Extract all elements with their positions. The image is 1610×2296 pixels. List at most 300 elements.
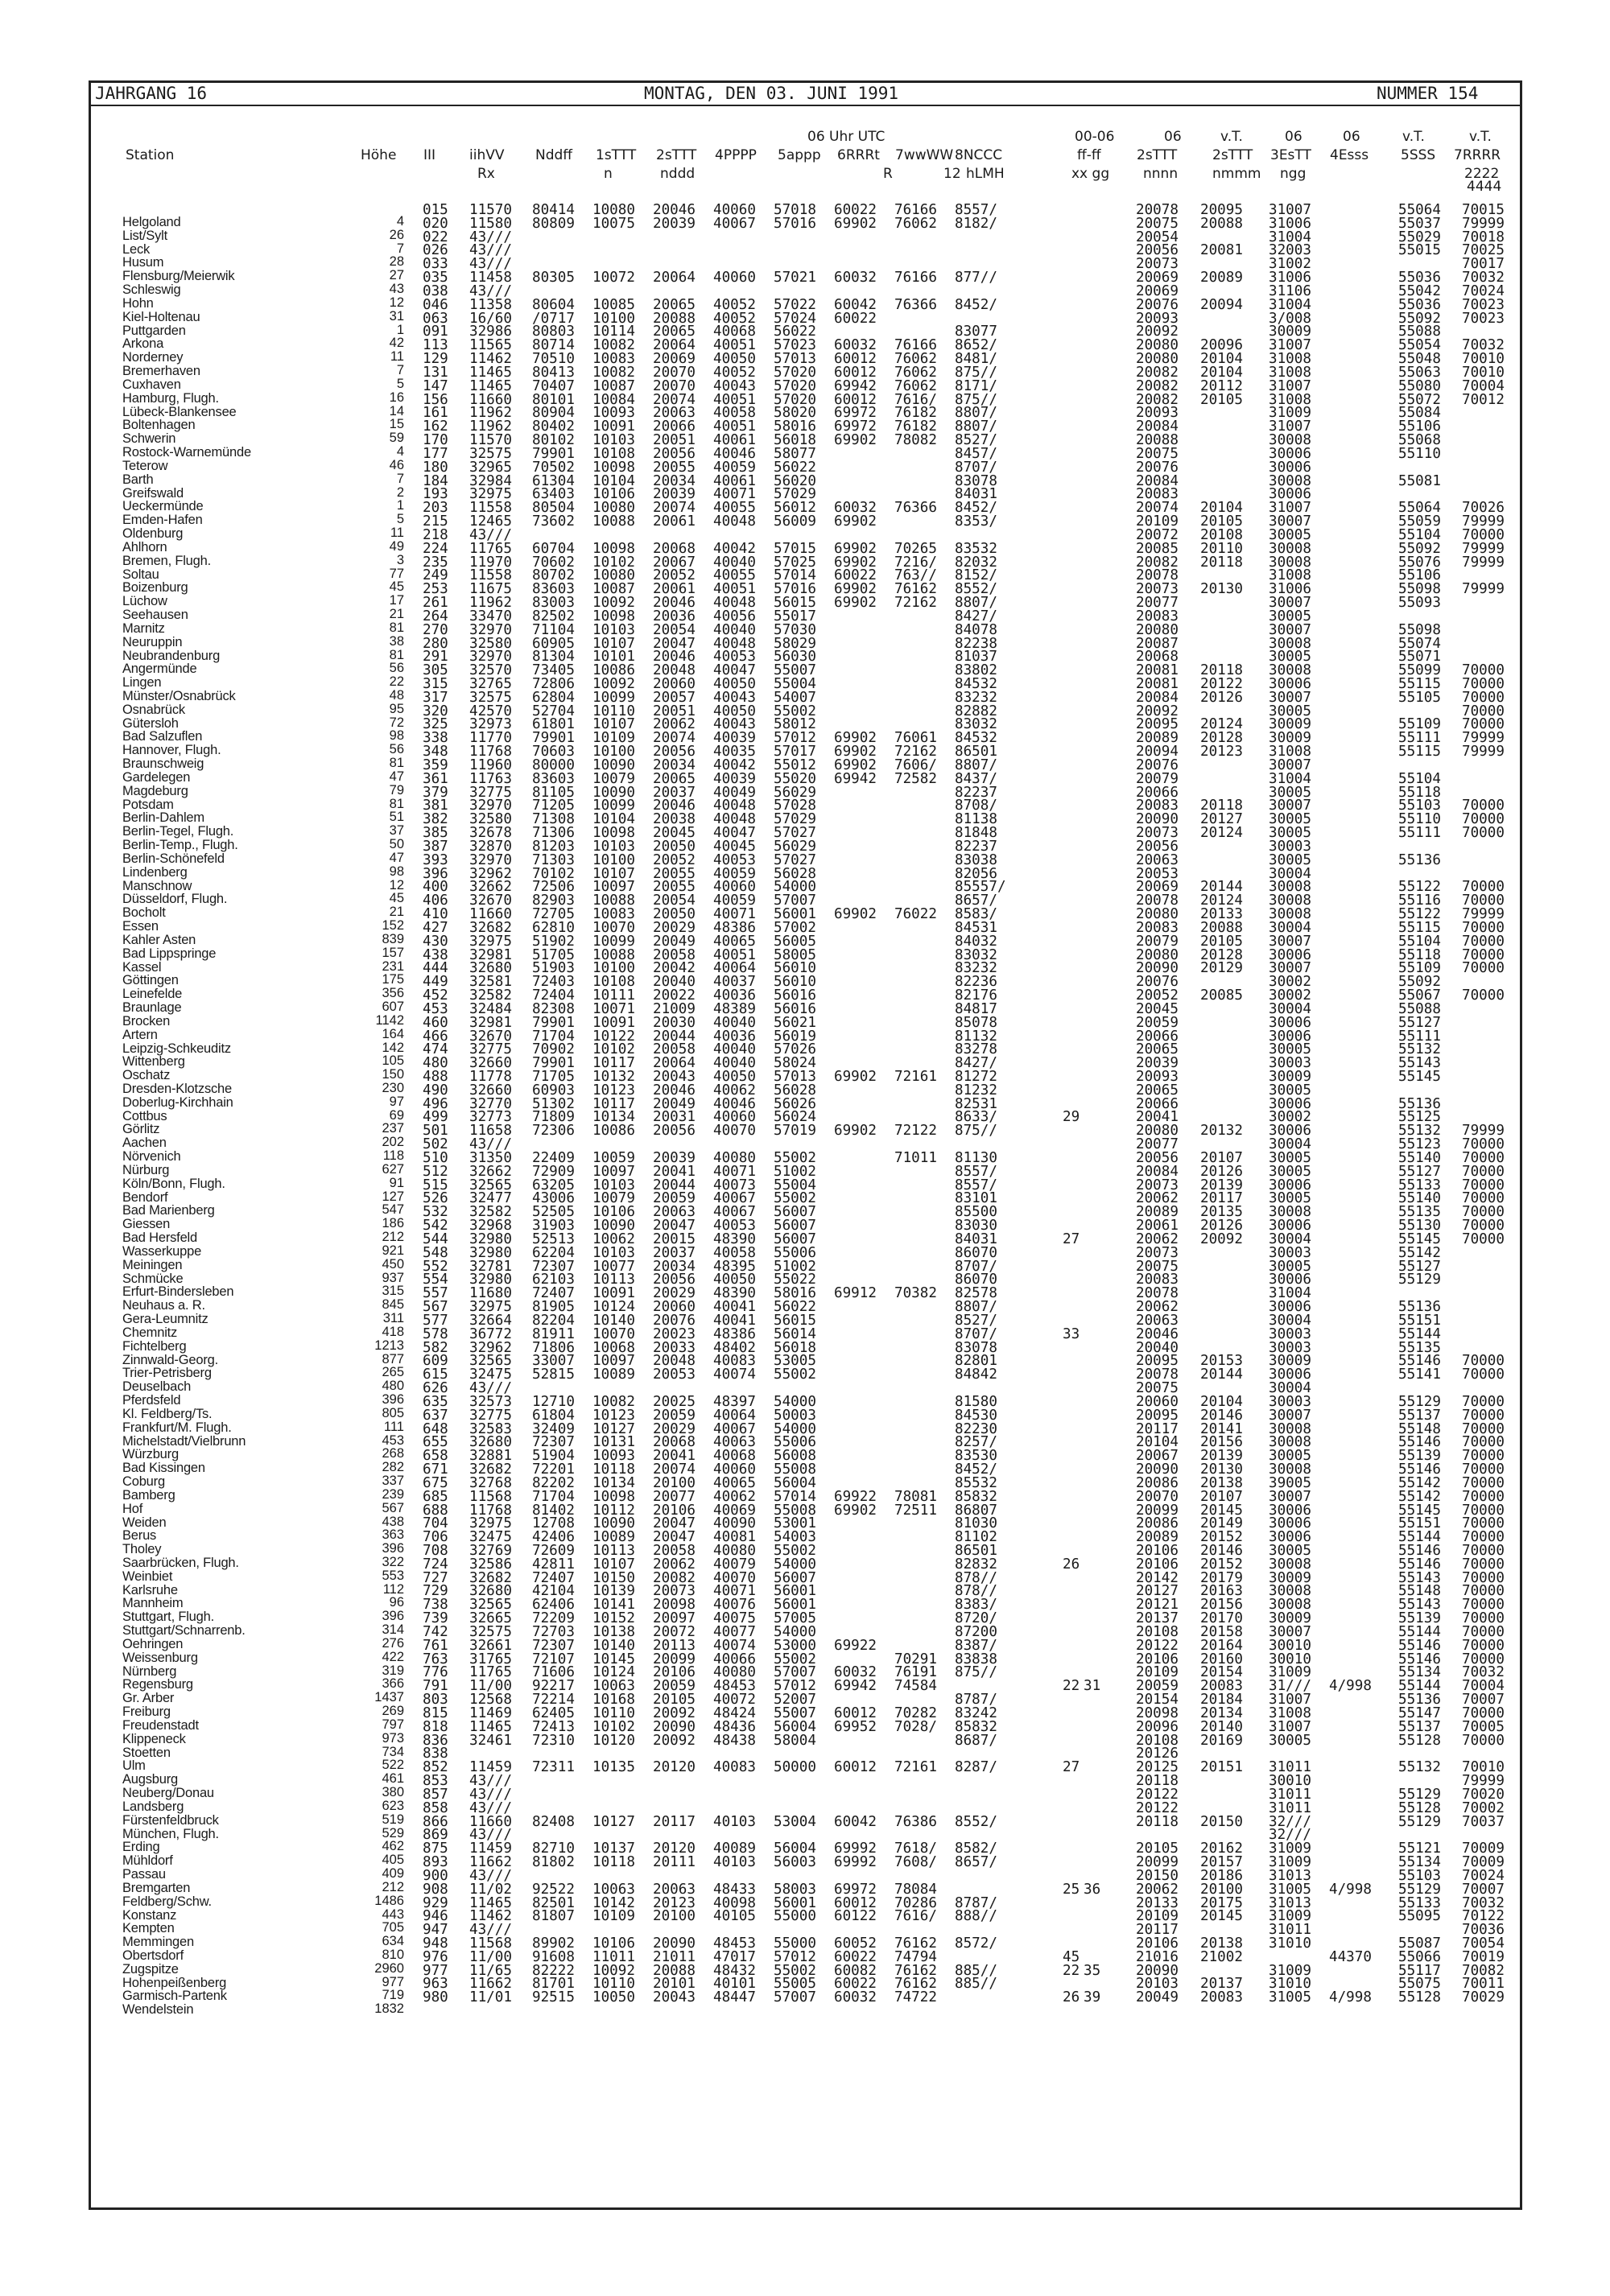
cell-iihvv: 32682 (469, 1569, 512, 1586)
cell-iihvv: 32662 (469, 879, 512, 896)
cell-4pppp: 40060 (713, 202, 756, 218)
cell-7rrrr: 70000 (1462, 1163, 1505, 1180)
cell-1sttt: 10101 (592, 649, 635, 666)
cell-2sttt: 20064 (653, 1055, 696, 1072)
cell-iii: 379 (423, 784, 448, 801)
cell-7rrrr: 70000 (1462, 1230, 1505, 1247)
cell-7rrrr: 70000 (1462, 1488, 1505, 1505)
cell-nddff: 79901 (532, 1055, 575, 1072)
cell-4pppp: 48432 (713, 1962, 756, 1979)
cell-5sss: 55140 (1398, 1149, 1441, 1166)
cell-iii: 264 (423, 608, 448, 624)
cell-8nccc: 85532 (955, 1474, 997, 1491)
cell-5appp: 55002 (774, 1962, 816, 1979)
cell-iii: 280 (423, 635, 448, 652)
cell-5sss: 55146 (1398, 1556, 1441, 1573)
cell-2sttt-min: 20138 (1200, 1935, 1243, 1952)
cell-8nccc: 8652/ (955, 337, 997, 354)
cell-4pppp: 40071 (713, 906, 756, 923)
cell-5sss: 55130 (1398, 1218, 1441, 1235)
cell-8nccc: 8427/ (955, 1055, 997, 1072)
cell-iii: 499 (423, 1109, 448, 1126)
station-height: 98 (389, 864, 404, 879)
cell-2sttt-max: 20079 (1136, 933, 1179, 950)
cell-5sss: 55140 (1398, 1190, 1441, 1207)
cell-1sttt: 10080 (592, 202, 635, 218)
cell-3estt: 30009 (1269, 324, 1311, 340)
cell-3estt: 30008 (1269, 540, 1311, 557)
cell-1sttt: 10075 (592, 215, 635, 232)
cell-2sttt-max: 20059 (1136, 1014, 1179, 1031)
station-height: 276 (382, 1635, 404, 1651)
cell-2sttt-max: 20092 (1136, 703, 1179, 719)
cell-iii: 261 (423, 595, 448, 612)
cell-nddff: 52513 (532, 1230, 575, 1247)
cell-3estt: 30007 (1269, 621, 1311, 638)
cell-nddff: 81203 (532, 838, 575, 855)
cell-3estt: 30006 (1269, 946, 1311, 963)
cell-6rrrt: 60012 (834, 351, 877, 368)
cell-nddff: 12710 (532, 1393, 575, 1410)
cell-1sttt: 10118 (592, 1854, 635, 1871)
cell-5sss: 55137 (1398, 1718, 1441, 1735)
cell-nddff: 82202 (532, 1474, 575, 1491)
cell-5appp: 57012 (774, 730, 816, 747)
cell-3estt: 30010 (1269, 1773, 1311, 1790)
cell-6rrrt: 69992 (834, 1854, 877, 1871)
cell-5sss: 55036 (1398, 270, 1441, 286)
cell-iihvv: 33470 (469, 608, 512, 624)
cell-iihvv: 36772 (469, 1325, 512, 1342)
cell-7rrrr: 70000 (1462, 1420, 1505, 1437)
cell-2sttt: 20063 (653, 405, 696, 422)
cell-iihvv: 32986 (469, 324, 512, 340)
cell-5appp: 54007 (774, 689, 816, 706)
cell-5sss: 55136 (1398, 851, 1441, 868)
cell-8nccc: 8557/ (955, 1177, 997, 1193)
cell-nddff: 80413 (532, 364, 575, 381)
cell-iii: 838 (423, 1746, 448, 1762)
cell-7rrrr: 79999 (1462, 581, 1505, 598)
cell-3estt: 31006 (1269, 581, 1311, 598)
cell-5appp: 57020 (774, 377, 816, 394)
cell-5appp: 53000 (774, 1637, 816, 1654)
station-name: Braunlage (122, 1000, 182, 1016)
station-name: Manschnow (122, 878, 192, 893)
cell-5sss: 55098 (1398, 621, 1441, 638)
cell-iii: 490 (423, 1082, 448, 1099)
cell-2sttt: 20088 (653, 310, 696, 327)
cell-5appp: 56009 (774, 513, 816, 530)
cell-7rrrr: 70005 (1462, 1718, 1505, 1735)
station-height: 26 (389, 227, 404, 242)
cell-iihvv: 32968 (469, 1218, 512, 1235)
col-header-nddff: Nddff (535, 147, 573, 163)
cell-ff: 26 (1063, 1989, 1080, 2006)
cell-8nccc: 8787/ (955, 1894, 997, 1911)
cell-5appp: 54000 (774, 879, 816, 896)
cell-5sss: 55121 (1398, 1841, 1441, 1857)
cell-iihvv: 32660 (469, 1082, 512, 1099)
cell-2sttt-max: 20077 (1136, 595, 1179, 612)
cell-3estt: 30003 (1269, 1325, 1311, 1342)
cell-6rrrt: 69902 (834, 756, 877, 773)
cell-2sttt: 20098 (653, 1597, 696, 1614)
cell-8nccc: 87200 (955, 1623, 997, 1640)
cell-5appp: 58029 (774, 635, 816, 652)
cell-3estt: 31007 (1269, 377, 1311, 394)
cell-2sttt-max: 20142 (1136, 1569, 1179, 1586)
cell-7rrrr: 79999 (1462, 554, 1505, 571)
station-height: 95 (389, 701, 404, 716)
cell-4pppp: 40069 (713, 1502, 756, 1519)
cell-5appp: 55007 (774, 662, 816, 679)
cell-3estt: 31011 (1269, 1799, 1311, 1816)
cell-2sttt-min: 20083 (1200, 1678, 1243, 1695)
cell-7wwww: 7618/ (894, 1841, 937, 1857)
cell-nddff: 80305 (532, 270, 575, 286)
cell-6rrrt: 69902 (834, 215, 877, 232)
cell-nddff: 81105 (532, 784, 575, 801)
cell-8nccc: 81232 (955, 1082, 997, 1099)
cell-iii: 091 (423, 324, 448, 340)
cell-3estt: 39005 (1269, 1474, 1311, 1491)
cell-1sttt: 10090 (592, 1218, 635, 1235)
station-name: Fürstenfeldbruck (122, 1812, 219, 1828)
cell-iihvv: 32682 (469, 919, 512, 936)
cell-7wwww: 76191 (894, 1664, 937, 1681)
cell-3estt: 30006 (1269, 675, 1311, 692)
cell-iii: 438 (423, 946, 448, 963)
station-height: 48 (389, 687, 404, 703)
cell-4pppp: 40083 (713, 1353, 756, 1370)
cell-2sttt: 20074 (653, 1461, 696, 1478)
station-height: 79 (389, 782, 404, 798)
cell-5appp: 57014 (774, 1488, 816, 1505)
cell-2sttt-max: 20066 (1136, 784, 1179, 801)
cell-2sttt-max: 20122 (1136, 1637, 1179, 1654)
cell-2sttt: 20034 (653, 756, 696, 773)
cell-nddff: 72703 (532, 1623, 575, 1640)
cell-2sttt-max: 20086 (1136, 1515, 1179, 1532)
cell-nddff: 62204 (532, 1244, 575, 1261)
cell-2sttt-min: 20152 (1200, 1556, 1243, 1573)
cell-2sttt: 20090 (653, 1718, 696, 1735)
cell-5appp: 57002 (774, 919, 816, 936)
cell-iihvv: 11469 (469, 1704, 512, 1721)
cell-8nccc: 8527/ (955, 432, 997, 449)
cell-5appp: 57016 (774, 581, 816, 598)
cell-1sttt: 10098 (592, 540, 635, 557)
cell-iii: 291 (423, 649, 448, 666)
cell-4pppp: 48447 (713, 1989, 756, 2006)
cell-3estt: 30007 (1269, 933, 1311, 950)
cell-8nccc: 82230 (955, 1420, 997, 1437)
cell-iii: 113 (423, 337, 448, 354)
cell-1sttt: 10122 (592, 1028, 635, 1045)
cell-2sttt: 20062 (653, 716, 696, 733)
cell-5appp: 58020 (774, 405, 816, 422)
cell-iihvv: 11558 (469, 567, 512, 584)
cell-1sttt: 10124 (592, 1299, 635, 1316)
station-name: Memmingen (122, 1935, 194, 1950)
cell-2sttt-min: 20139 (1200, 1177, 1243, 1193)
station-name: Wendelstein (122, 2002, 194, 2018)
station-height: 845 (382, 1297, 404, 1313)
cell-iii: 015 (423, 202, 448, 218)
cell-2sttt-min: 20100 (1200, 1881, 1243, 1898)
station-height: 396 (382, 1609, 404, 1624)
cell-1sttt: 10099 (592, 798, 635, 814)
cell-7rrrr: 70000 (1462, 1177, 1505, 1193)
station-height: 337 (382, 1474, 404, 1489)
cell-iii: 381 (423, 798, 448, 814)
cell-8nccc: 8552/ (955, 581, 997, 598)
cell-5appp: 56012 (774, 500, 816, 517)
cell-8nccc: 8557/ (955, 202, 997, 218)
cell-iii: 818 (423, 1718, 448, 1735)
cell-iihvv: 32775 (469, 1041, 512, 1058)
cell-2sttt-min: 20144 (1200, 1366, 1243, 1383)
cell-3estt: 31106 (1269, 282, 1311, 299)
cell-2sttt-min: 20124 (1200, 892, 1243, 909)
station-height: 56 (389, 661, 404, 676)
cell-5appp: 55006 (774, 1244, 816, 1261)
cell-5sss: 55080 (1398, 377, 1441, 394)
cell-5appp: 56003 (774, 1854, 816, 1871)
cell-7rrrr: 70000 (1462, 1515, 1505, 1532)
cell-2sttt: 20033 (653, 1339, 696, 1356)
cell-3estt: 30007 (1269, 513, 1311, 530)
station-height: 547 (382, 1202, 404, 1218)
cell-5appp: 56019 (774, 1028, 816, 1045)
cell-2sttt: 20061 (653, 581, 696, 598)
cell-8nccc: 84032 (955, 933, 997, 950)
cell-4pppp: 40053 (713, 649, 756, 666)
cell-iii: 361 (423, 770, 448, 787)
station-name: Düsseldorf, Flugh. (122, 892, 228, 907)
cell-5appp: 58016 (774, 1285, 816, 1302)
cell-iii: 038 (423, 282, 448, 299)
cell-iii: 249 (423, 567, 448, 584)
station-name: Erding (122, 1840, 160, 1855)
cell-7rrrr: 70000 (1462, 1704, 1505, 1721)
cell-2sttt: 20111 (653, 1854, 696, 1871)
cell-1sttt: 10106 (592, 486, 635, 503)
cell-1sttt: 10080 (592, 500, 635, 517)
cell-3estt: 31004 (1269, 229, 1311, 245)
cell-2sttt-max: 20062 (1136, 1299, 1179, 1316)
cell-2sttt-min: 20105 (1200, 391, 1243, 408)
cell-5appp: 55004 (774, 675, 816, 692)
station-name: Helgoland (122, 215, 181, 229)
cell-3estt: 30008 (1269, 1204, 1311, 1221)
cell-iii: 348 (423, 744, 448, 761)
cell-2sttt-max: 20090 (1136, 960, 1179, 977)
col-sub-2222: 2222 (1464, 166, 1500, 182)
cell-1sttt: 10088 (592, 513, 635, 530)
cell-3estt: 31008 (1269, 364, 1311, 381)
cell-7wwww: 76182 (894, 405, 937, 422)
cell-5appp: 56028 (774, 865, 816, 882)
cell-5appp: 56005 (774, 933, 816, 950)
cell-iii: 410 (423, 906, 448, 923)
cell-nddff: 80402 (532, 418, 575, 435)
cell-8nccc: 81030 (955, 1515, 997, 1532)
cell-iihvv: 43/// (469, 1786, 512, 1803)
cell-3estt: 30006 (1269, 1366, 1311, 1383)
cell-1sttt: 10082 (592, 337, 635, 354)
cell-iii: 496 (423, 1095, 448, 1112)
cell-iihvv: 11770 (469, 730, 512, 747)
cell-6rrrt: 69902 (834, 730, 877, 747)
cell-4pppp: 40040 (713, 621, 756, 638)
col-header-1sttt: 1sTTT (596, 147, 637, 163)
cell-1sttt: 10087 (592, 581, 635, 598)
station-name: Bendorf (122, 1189, 168, 1205)
cell-2sttt-min: 20096 (1200, 337, 1243, 354)
cell-7rrrr: 70000 (1462, 1434, 1505, 1451)
cell-nddff: 81911 (532, 1325, 575, 1342)
cell-2sttt: 20100 (653, 1908, 696, 1925)
cell-2sttt-min: 20133 (1200, 906, 1243, 923)
cell-1sttt: 10083 (592, 906, 635, 923)
cell-5appp: 57014 (774, 567, 816, 584)
cell-2sttt: 20069 (653, 351, 696, 368)
cell-5appp: 58016 (774, 418, 816, 435)
cell-7rrrr: 70000 (1462, 689, 1505, 706)
cell-8nccc: 8707/ (955, 1258, 997, 1275)
cell-2sttt-max: 20076 (1136, 974, 1179, 991)
cell-5appp: 55022 (774, 1272, 816, 1288)
cell-7rrrr: 70037 (1462, 1813, 1505, 1830)
cell-7rrrr: 70004 (1462, 1678, 1505, 1695)
cell-4pppp: 40061 (713, 472, 756, 489)
cell-4pppp: 40071 (713, 1163, 756, 1180)
cell-3estt: 31008 (1269, 744, 1311, 761)
cell-5sss: 55081 (1398, 472, 1441, 489)
cell-nddff: 51902 (532, 933, 575, 950)
cell-8nccc: 83078 (955, 1339, 997, 1356)
cell-nddff: 71205 (532, 798, 575, 814)
cell-5sss: 55103 (1398, 1867, 1441, 1884)
cell-8nccc: 878// (955, 1583, 997, 1600)
cell-8nccc: 86070 (955, 1272, 997, 1288)
cell-nddff: 12708 (532, 1515, 575, 1532)
cell-2sttt-max: 20063 (1136, 851, 1179, 868)
cell-iii: 704 (423, 1515, 448, 1532)
cell-8nccc: 81132 (955, 1028, 997, 1045)
cell-2sttt: 20048 (653, 1353, 696, 1370)
cell-nddff: 63205 (532, 1177, 575, 1193)
cell-2sttt-min: 20124 (1200, 825, 1243, 842)
cell-7rrrr: 70007 (1462, 1692, 1505, 1709)
cell-iii: 156 (423, 391, 448, 408)
station-name: Berus (122, 1528, 157, 1544)
cell-2sttt: 20113 (653, 1637, 696, 1654)
cell-7rrrr: 70000 (1462, 1448, 1505, 1465)
cell-4pppp: 40098 (713, 1894, 756, 1911)
cell-1sttt: 10107 (592, 716, 635, 733)
cell-3estt: 31007 (1269, 1718, 1311, 1735)
cell-2sttt-max: 20078 (1136, 1285, 1179, 1302)
cell-iii: 131 (423, 364, 448, 381)
cell-3estt: 30005 (1269, 1082, 1311, 1099)
cell-2sttt: 20077 (653, 1488, 696, 1505)
station-name: Leipzig-Schkeuditz (122, 1041, 231, 1056)
cell-2sttt-min: 20118 (1200, 554, 1243, 571)
cell-3estt: 30007 (1269, 595, 1311, 612)
cell-3estt: 30002 (1269, 987, 1311, 1004)
cell-2sttt: 20046 (653, 1082, 696, 1099)
issue-number: NUMMER 154 (1377, 84, 1479, 103)
cell-nddff: 81701 (532, 1976, 575, 1993)
station-name: Nürburg (122, 1162, 170, 1177)
cell-5sss: 55148 (1398, 1420, 1441, 1437)
cell-6rrrt: 60012 (834, 364, 877, 381)
cell-1sttt: 10110 (592, 1976, 635, 1993)
cell-1sttt: 10088 (592, 892, 635, 909)
cell-5appp: 55006 (774, 1434, 816, 1451)
cell-iihvv: 11570 (469, 202, 512, 218)
cell-5appp: 57022 (774, 296, 816, 313)
station-name: Augsburg (122, 1772, 179, 1787)
station-name: Ahlhorn (122, 539, 167, 554)
cell-3estt: 31011 (1269, 1759, 1311, 1776)
cell-2sttt: 20066 (653, 418, 696, 435)
cell-7wwww: 78081 (894, 1488, 937, 1505)
cell-7wwww: 76022 (894, 906, 937, 923)
station-height: 152 (382, 918, 404, 934)
cell-nddff: 72909 (532, 1163, 575, 1180)
cell-ff: 27 (1063, 1759, 1080, 1776)
cell-2sttt-min: 20160 (1200, 1651, 1243, 1667)
cell-iii: 453 (423, 1000, 448, 1017)
cell-5sss: 55066 (1398, 1948, 1441, 1965)
cell-5sss: 55115 (1398, 744, 1441, 761)
cell-iii: 526 (423, 1190, 448, 1207)
cell-5appp: 56014 (774, 1325, 816, 1342)
station-name: Mannheim (122, 1596, 184, 1611)
cell-4pppp: 40073 (713, 1177, 756, 1193)
cell-3estt: 31005 (1269, 1881, 1311, 1898)
cell-2sttt-max: 20080 (1136, 906, 1179, 923)
cell-1sttt: 10079 (592, 1190, 635, 1207)
cell-7rrrr: 70010 (1462, 1759, 1505, 1776)
cell-2sttt: 20059 (653, 1407, 696, 1424)
cell-7rrrr: 70000 (1462, 825, 1505, 842)
cell-3estt: 30006 (1269, 1272, 1311, 1288)
cell-8nccc: 885// (955, 1976, 997, 1993)
cell-7rrrr: 70036 (1462, 1922, 1505, 1939)
cell-7rrrr: 70000 (1462, 1407, 1505, 1424)
cell-nddff: 82308 (532, 1000, 575, 1017)
cell-iihvv: 32680 (469, 960, 512, 977)
cell-2sttt: 20039 (653, 215, 696, 232)
station-height: 319 (382, 1663, 404, 1678)
cell-2sttt-max: 20067 (1136, 1448, 1179, 1465)
station-height: 142 (382, 1040, 404, 1055)
cell-8nccc: 84842 (955, 1366, 997, 1383)
cell-3estt: 30003 (1269, 1055, 1311, 1072)
cell-2sttt-max: 20105 (1136, 1841, 1179, 1857)
cell-8nccc: 8707/ (955, 459, 997, 476)
cell-iihvv: 32984 (469, 472, 512, 489)
cell-2sttt-max: 20090 (1136, 811, 1179, 828)
cell-5sss: 55036 (1398, 296, 1441, 313)
station-height: 14 (389, 403, 404, 418)
col-header-06a: 06 (1164, 129, 1182, 145)
